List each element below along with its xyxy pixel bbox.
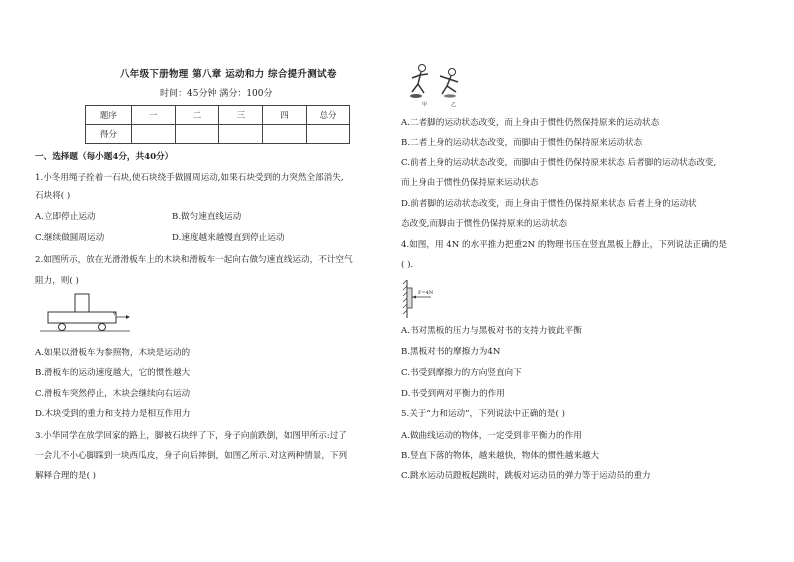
table-row <box>86 125 350 144</box>
q2-line1: 2.如图所示，放在光滑滑板车上的木块和滑板车一起向右做匀速直线运动，不计空气 <box>35 255 353 265</box>
page-title: 八年级下册物理 第八章 运动和力 综合提升测试卷 <box>120 69 337 80</box>
section-heading: 一、选择题（每小题4分，共40分） <box>35 152 174 162</box>
score-cell <box>131 125 175 144</box>
q3-option-d-line2: 态改变,而脚由于惯性仍保持原来的运动状态 <box>401 219 568 229</box>
q2-option-d: D.木块受到的重力和支持力是相互作用力 <box>35 409 191 419</box>
exam-info: 时间：45分钟 满分：100分 <box>160 89 273 99</box>
q5-option-a: A.做曲线运动的物体，一定受到非平衡力的作用 <box>401 431 582 441</box>
q5-line1: 5.关于“力和运动”，下列说法中正确的是( ) <box>401 409 565 419</box>
force-label: F=4N <box>418 290 434 296</box>
q1-option-a: A.立即停止运动 <box>35 212 96 222</box>
q1-option-c: C.继续做圆周运动 <box>35 233 105 243</box>
score-cell <box>175 125 219 144</box>
skateboard-figure <box>40 292 130 342</box>
q5-option-c: C.跳水运动员蹬板起跳时，跳板对运动员的弹力等于运动员的重力 <box>401 471 651 481</box>
q3-line1: 3.小华同学在放学回家的路上，脚被石块绊了下，身子向前跌倒，如图甲所示:过了 <box>35 431 347 441</box>
q3-option-d-line1: D.前者脚的运动状态改变，而上身由于惯性仍保持原来状态 后者上身的运动状 <box>401 199 697 209</box>
q1-option-b: B.做匀速直线运动 <box>172 212 242 222</box>
figure-label-jia: 甲 <box>422 102 428 108</box>
q5-option-b: B.竖直下落的物体，越来越快，物体的惯性越来越大 <box>401 451 600 461</box>
table-row <box>86 106 350 125</box>
q2-option-a: A.如果以滑板车为参照物，木块是运动的 <box>35 348 191 358</box>
score-cell <box>307 125 350 144</box>
q2-option-b: B.滑板车的运动速度越大，它的惯性越大 <box>35 368 191 378</box>
q3-option-a: A.二者脚的运动状态改变，而上身由于惯性仍然保持原来的运动状态 <box>401 118 660 128</box>
table-header-cell: 三 <box>219 106 263 125</box>
q3-line3: 解释合理的是( ) <box>35 471 96 481</box>
table-header-cell: 一 <box>131 106 175 125</box>
q1-line1: 1.小冬用绳子拴着一石块,使石块绕手做圆周运动,如果石块受到的力突然全部消失, <box>35 173 344 183</box>
falling-people-figure <box>404 62 474 110</box>
q3-option-c-line2: 而上身由于惯性仍保持原来运动状态 <box>401 178 539 188</box>
velocity-label: v <box>113 311 116 317</box>
q4-option-a: A.书对黑板的压力与黑板对书的支持力彼此平衡 <box>401 326 582 336</box>
table-header-cell: 题序 <box>86 106 132 125</box>
q4-option-d: D.书受到两对平衡力的作用 <box>401 389 505 399</box>
q3-option-c-line1: C.前者上身的运动状态改变，而脚由于惯性仍保持原来状态 后者脚的运动状态改变, <box>401 158 717 168</box>
q3-line2: 一会儿不小心脚踩到一块西瓜皮，身子向后摔倒，如图乙所示.对这两种情景，下列 <box>35 451 348 461</box>
q3-option-b: B.二者上身的运动状态改变，而脚由于惯性仍保持原来运动状态 <box>401 138 643 148</box>
score-cell <box>219 125 263 144</box>
table-row-label: 得分 <box>86 125 132 144</box>
score-cell <box>263 125 307 144</box>
table-header-cell: 四 <box>263 106 307 125</box>
score-table <box>85 105 350 144</box>
q2-line2: 阻力，则( ) <box>35 276 79 286</box>
figure-label-yi: 乙 <box>451 102 457 108</box>
table-header-cell: 总分 <box>307 106 350 125</box>
q4-line1: 4.如图，用 4N 的水平推力把重2N 的物理书压在竖直黑板上静止，下列说法正确的是 <box>401 240 727 250</box>
q4-option-b: B.黑板对书的摩擦力为4N <box>401 347 501 357</box>
q4-option-c: C.书受到摩擦力的方向竖直向下 <box>401 368 522 378</box>
q1-line2: 石块将( ) <box>35 191 71 201</box>
q4-line2: ( ). <box>401 260 414 270</box>
q1-option-d: D.速度越来越慢直到停止运动 <box>172 233 285 243</box>
q2-option-c: C.滑板车突然停止，木块会继续向右运动 <box>35 389 191 399</box>
book-board-figure <box>403 280 443 320</box>
table-header-cell: 二 <box>175 106 219 125</box>
